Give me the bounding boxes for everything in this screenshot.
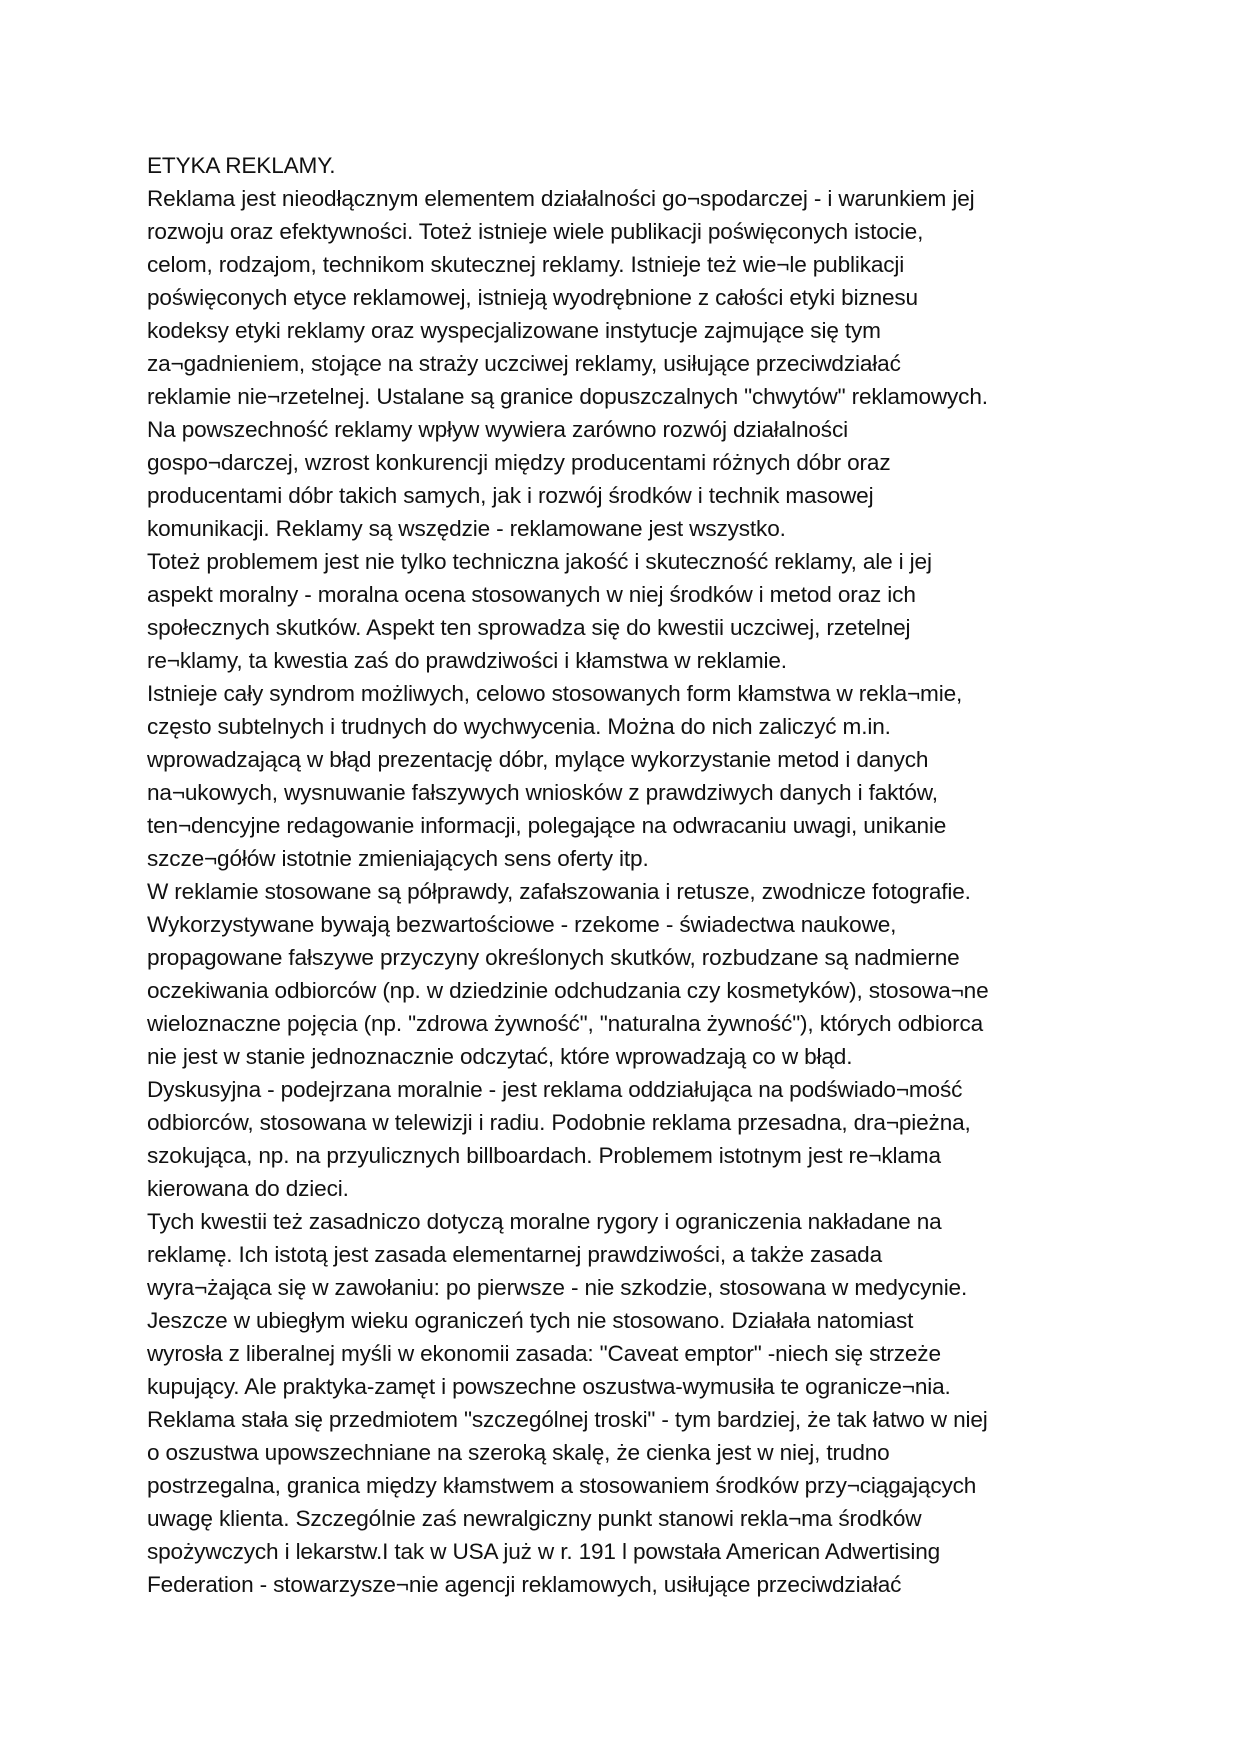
text-line: rozwoju oraz efektywności. Toteż istnieje wiele publikacji poświęconych istocie, bbox=[147, 219, 924, 244]
text-line: uwagę klienta. Szczególnie zaś newralgiczny punkt stanowi rekla¬ma środków bbox=[147, 1506, 922, 1531]
text-line: wyra¬żająca się w zawołaniu: po pierwsze - nie szkodzie, stosowana w medycynie. bbox=[147, 1275, 968, 1300]
text-line: reklamie nie¬rzetelnej. Ustalane są granice dopuszczalnych "chwytów" reklamowych. bbox=[147, 384, 988, 409]
text-line: spożywczych i lekarstw.I tak w USA już w r. 191 l powstała American Adwertising bbox=[147, 1539, 941, 1564]
text-line: Toteż problemem jest nie tylko techniczna jakość i skuteczność reklamy, ale i jej bbox=[147, 549, 932, 574]
text-line: Tych kwestii też zasadniczo dotyczą moralne rygory i ograniczenia nakładane na bbox=[147, 1209, 942, 1234]
text-line: Jeszcze w ubiegłym wieku ograniczeń tych nie stosowano. Działała natomiast bbox=[147, 1308, 914, 1333]
text-line: wyrosła z liberalnej myśli w ekonomii zasada: "Caveat emptor" -niech się strzeże bbox=[147, 1341, 941, 1366]
text-line: kupujący. Ale praktyka-zamęt i powszechne oszustwa-wymusiła te ogranicze¬nia. bbox=[147, 1374, 951, 1399]
text-line: społecznych skutków. Aspekt ten sprowadza się do kwestii uczciwej, rzetelnej bbox=[147, 615, 911, 640]
text-line: Wykorzystywane bywają bezwartościowe - rzekome - świadectwa naukowe, bbox=[147, 912, 897, 937]
text-line: Istnieje cały syndrom możliwych, celowo stosowanych form kłamstwa w rekla¬mie, bbox=[147, 681, 963, 706]
text-line: komunikacji. Reklamy są wszędzie - reklamowane jest wszystko. bbox=[147, 516, 786, 541]
document-title: ETYKA REKLAMY. bbox=[147, 153, 336, 178]
text-line: celom, rodzajom, technikom skutecznej reklamy. Istnieje też wie¬le publikacji bbox=[147, 252, 905, 277]
text-line: reklamę. Ich istotą jest zasada elementarnej prawdziwości, a także zasada bbox=[147, 1242, 883, 1267]
text-line: gospo¬darczej, wzrost konkurencji między producentami różnych dóbr oraz bbox=[147, 450, 891, 475]
text-line: re¬klamy, ta kwestia zaś do prawdziwości i kłamstwa w reklamie. bbox=[147, 648, 787, 673]
text-line: postrzegalna, granica między kłamstwem a stosowaniem środków przy¬ciągających bbox=[147, 1473, 977, 1498]
text-line: ten¬dencyjne redagowanie informacji, polegające na odwracaniu uwagi, unikanie bbox=[147, 813, 947, 838]
text-line: poświęconych etyce reklamowej, istnieją wyodrębnione z całości etyki biznesu bbox=[147, 285, 918, 310]
text-line: oczekiwania odbiorców (np. w dziedzinie odchudzania czy kosmetyków), stosowa¬ne bbox=[147, 978, 989, 1003]
text-line: nie jest w stanie jednoznacznie odczytać, które wprowadzają co w błąd. bbox=[147, 1044, 853, 1069]
text-line: na¬ukowych, wysnuwanie fałszywych wniosków z prawdziwych danych i faktów, bbox=[147, 780, 938, 805]
text-line: szcze¬gółów istotnie zmieniających sens oferty itp. bbox=[147, 846, 649, 871]
text-line: wprowadzającą w błąd prezentację dóbr, mylące wykorzystanie metod i danych bbox=[147, 747, 929, 772]
text-line: kierowana do dzieci. bbox=[147, 1176, 349, 1201]
text-line: odbiorców, stosowana w telewizji i radiu. Podobnie reklama przesadna, dra¬pieżna, bbox=[147, 1110, 971, 1135]
text-line: Reklama jest nieodłącznym elementem działalności go¬spodarczej - i warunkiem jej bbox=[147, 186, 975, 211]
text-line: producentami dóbr takich samych, jak i rozwój środków i technik masowej bbox=[147, 483, 874, 508]
text-line: szokująca, np. na przyulicznych billboardach. Problemem istotnym jest re¬klama bbox=[147, 1143, 941, 1168]
text-line: Na powszechność reklamy wpływ wywiera zarówno rozwój działalności bbox=[147, 417, 848, 442]
text-line: o oszustwa upowszechniane na szeroką skalę, że cienka jest w niej, trudno bbox=[147, 1440, 890, 1465]
text-line: wieloznaczne pojęcia (np. "zdrowa żywność", "naturalna żywność"), których odbiorca bbox=[147, 1011, 984, 1036]
text-line: za¬gadnieniem, stojące na straży uczciwej reklamy, usiłujące przeciwdziałać bbox=[147, 351, 901, 376]
text-line: często subtelnych i trudnych do wychwycenia. Można do nich zaliczyć m.in. bbox=[147, 714, 891, 739]
text-line: Reklama stała się przedmiotem "szczególnej troski" - tym bardziej, że tak łatwo w niej bbox=[147, 1407, 988, 1432]
text-line: Federation - stowarzysze¬nie agencji reklamowych, usiłujące przeciwdziałać bbox=[147, 1572, 902, 1597]
text-line: Dyskusyjna - podejrzana moralnie - jest reklama oddziałująca na podświado¬mość bbox=[147, 1077, 963, 1102]
text-line: kodeksy etyki reklamy oraz wyspecjalizowane instytucje zajmujące się tym bbox=[147, 318, 881, 343]
text-line: propagowane fałszywe przyczyny określonych skutków, rozbudzane są nadmierne bbox=[147, 945, 960, 970]
document-body bbox=[147, 149, 1147, 1601]
text-line: aspekt moralny - moralna ocena stosowanych w niej środków i metod oraz ich bbox=[147, 582, 916, 607]
text-line: W reklamie stosowane są półprawdy, zafałszowania i retusze, zwodnicze fotografie. bbox=[147, 879, 971, 904]
